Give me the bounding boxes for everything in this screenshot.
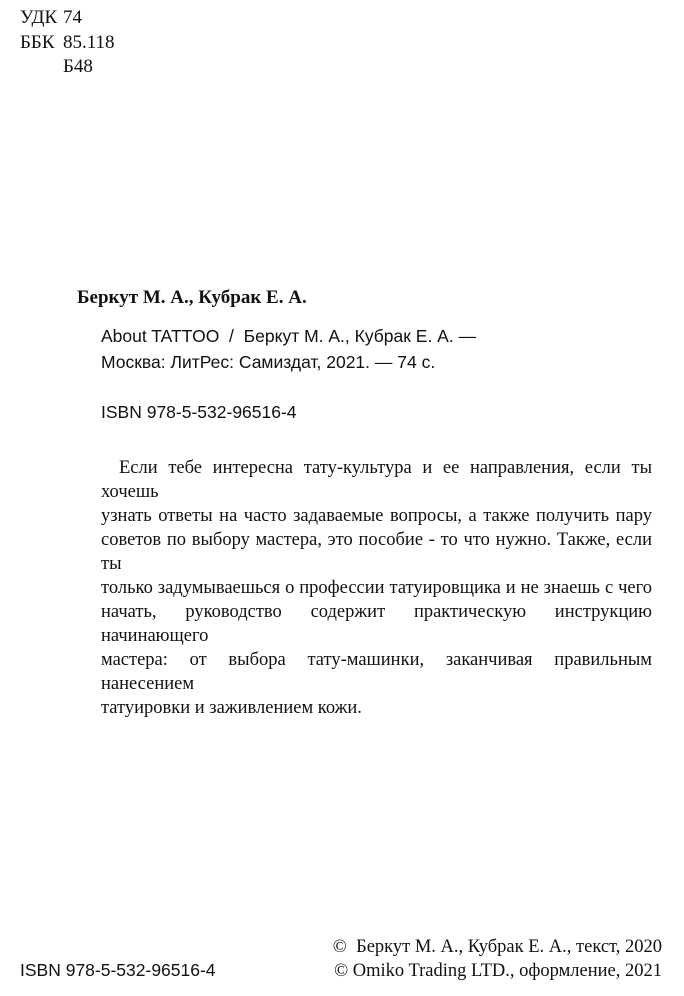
isbn: ISBN 978-5-532-96516-4	[101, 402, 297, 422]
annotation	[101, 456, 652, 720]
author-mark-value: Б48	[63, 56, 93, 77]
bbk-value: 85.118	[63, 32, 115, 53]
udk-value: 74	[63, 7, 82, 28]
authors-heading: Беркут М. А., Кубрак Е. А.	[77, 287, 307, 308]
bbk-label: ББК	[20, 32, 55, 53]
footer-isbn: ISBN 978-5-532-96516-4	[20, 960, 216, 980]
bibliographic-description	[101, 323, 476, 375]
udk-label: УДК	[20, 7, 58, 28]
copyright-design: © Omiko Trading LTD., оформление, 2021	[334, 961, 662, 981]
copyright-text: © Беркут М. А., Кубрак Е. А., текст, 2020	[332, 937, 662, 957]
annotation-line: узнать ответы на часто задаваемые вопросы, а также получить пару	[101, 506, 652, 526]
biblio-line-publisher: Москва: ЛитРес: Самиздат, 2021. — 74 с.	[101, 352, 436, 372]
annotation-line: только задумываешься о профессии татуировщика и не знаешь с чего	[101, 578, 652, 598]
annotation-line: Если тебе интересна тату-культура и ее направления, если ты хочешь	[101, 458, 652, 502]
annotation-line: татуировки и заживлением кожи.	[101, 698, 362, 718]
annotation-line: мастера: от выбора тату-машинки, заканчивая правильным нанесением	[101, 650, 652, 694]
biblio-line-title: About TATTOO / Беркут М. А., Кубрак Е. А. —	[101, 326, 477, 346]
annotation-line: начать, руководство содержит практическую инструкцию начинающего	[101, 602, 652, 646]
annotation-line: советов по выбору мастера, это пособие - то что нужно. Также, если ты	[101, 530, 652, 574]
